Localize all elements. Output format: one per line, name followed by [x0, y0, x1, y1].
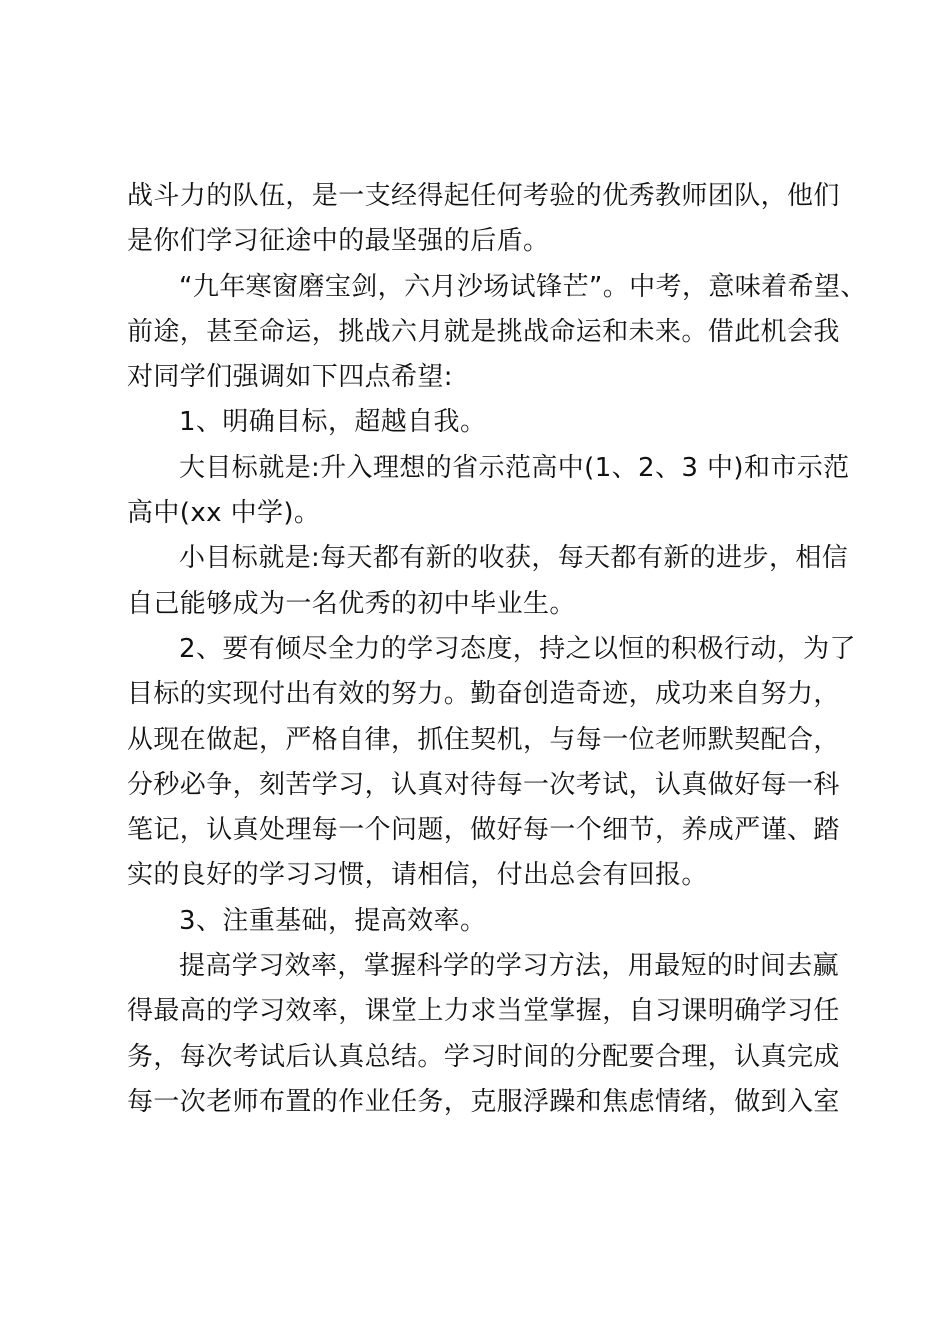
- text-line: 务，每次考试后认真总结。学习时间的分配要合理，认真完成: [127, 1041, 840, 1072]
- text-line: 每一次老师布置的作业任务，克服浮躁和焦虑情绪，做到入室: [127, 1086, 840, 1117]
- text-line: 1、明确目标，超越自我。: [179, 407, 487, 438]
- text-line: “九年寒窗磨宝剑，六月沙场试锋芒”。中考，意味着希望、: [179, 271, 867, 302]
- text-line: 战斗力的队伍，是一支经得起任何考验的优秀教师团队，他们: [127, 181, 840, 211]
- text-line: 高中(xx 中学)。: [127, 498, 321, 529]
- text-line: 2、要有倾尽全力的学习态度，持之以恒的积极行动，为了: [179, 633, 856, 664]
- text-line: 3、注重基础，提高效率。: [179, 905, 487, 936]
- text-line: 目标的实现付出有效的努力。勤奋创造奇迹，成功来自努力，: [127, 679, 840, 710]
- text-line: 大目标就是:升入理想的省示范高中(1、2、3 中)和市示范: [179, 452, 850, 483]
- text-line: 得最高的学习效率，课堂上力求当堂掌握，自习课明确学习任: [127, 996, 840, 1027]
- text-line: 前途，甚至命运，挑战六月就是挑战命运和未来。借此机会我: [127, 316, 840, 347]
- text-line: 实的良好的学习习惯，请相信，付出总会有回报。: [127, 860, 708, 891]
- text-line: 笔记，认真处理每一个问题，做好每一个细节，养成严谨、踏: [127, 815, 840, 846]
- text-line: 对同学们强调如下四点希望:: [127, 362, 453, 393]
- document-body: [127, 174, 867, 1125]
- text-line: 从现在做起，严格自律，抓住契机，与每一位老师默契配合，: [127, 724, 840, 755]
- text-line: 是你们学习征途中的最坚强的后盾。: [127, 226, 550, 257]
- text-line: 小目标就是:每天都有新的收获，每天都有新的进步，相信: [179, 543, 849, 574]
- text-line: 自己能够成为一名优秀的初中毕业生。: [127, 588, 576, 619]
- text-line: 分秒必争，刻苦学习，认真对待每一次考试，认真做好每一科: [127, 769, 840, 800]
- text-line: 提高学习效率，掌握科学的学习方法，用最短的时间去赢: [179, 951, 840, 982]
